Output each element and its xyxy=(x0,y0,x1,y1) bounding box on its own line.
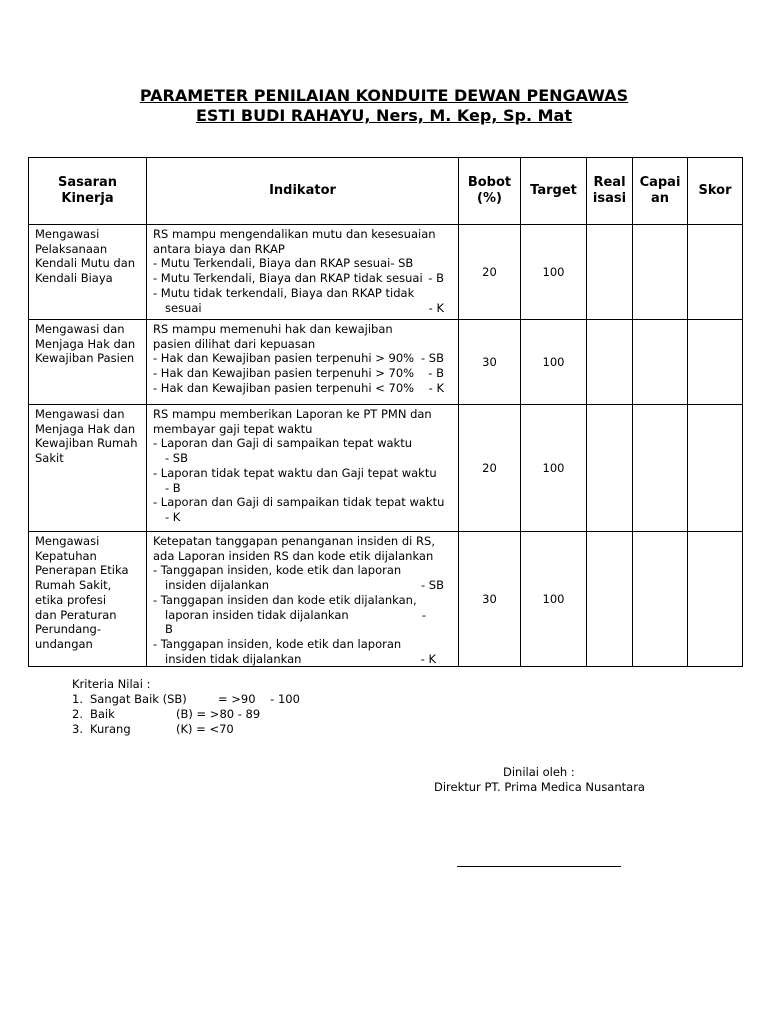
skor-cell[interactable] xyxy=(688,405,743,532)
bobot-cell: 20 xyxy=(459,405,521,532)
target-cell: 100 xyxy=(521,405,587,532)
capaian-cell[interactable] xyxy=(633,225,688,320)
header-target: Target xyxy=(521,158,587,225)
kriteria-item: 1. Sangat Baik (SB) = >90 - 100 xyxy=(72,692,300,706)
capaian-cell[interactable] xyxy=(633,532,688,667)
table-header-row xyxy=(29,158,743,225)
indikator-cell: RS mampu memenuhi hak dan kewajiban pasien dilihat dari kepuasan - Hak dan Kewajiban pasien terpenuhi > 90% - SB - Hak dan Kewajiban pasien terpenuhi > 70% - B - Hak dan Kewajiban pasien terpenuhi < 70% - K xyxy=(147,320,459,405)
sasaran-cell: Mengawasi Kepatuhan Penerapan Etika Rumah Sakit, etika profesi dan Peraturan Perundang- undangan xyxy=(29,532,147,667)
bobot-cell: 30 xyxy=(459,320,521,405)
kriteria-title: Kriteria Nilai : xyxy=(72,677,151,691)
header-bobot: Bobot (%) xyxy=(459,158,521,225)
table-row xyxy=(29,320,743,405)
table-row xyxy=(29,532,743,667)
realisasi-cell[interactable] xyxy=(587,532,633,667)
signature-line xyxy=(457,866,621,867)
header-capaian: Capai an xyxy=(633,158,688,225)
header-indikator: Indikator xyxy=(147,158,459,225)
parameter-table xyxy=(28,157,743,667)
realisasi-cell[interactable] xyxy=(587,225,633,320)
bobot-cell: 20 xyxy=(459,225,521,320)
indikator-cell: RS mampu memberikan Laporan ke PT PMN dan membayar gaji tepat waktu - Laporan dan Gaji di sampaikan tepat waktu - SB - Laporan tidak tepat waktu dan Gaji tepat waktu - B - Laporan dan Gaji di sampaikan tidak tepat waktu - K xyxy=(147,405,459,532)
indikator-cell: RS mampu mengendalikan mutu dan kesesuaian antara biaya dan RKAP - Mutu Terkendali, Biaya dan RKAP sesuai - SB - Mutu Terkendali, Biaya dan RKAP tidak sesuai - B - Mutu tidak terkendali, Biaya dan RKAP tidak sesuai - K xyxy=(147,225,459,320)
table-row xyxy=(29,405,743,532)
dinilai-oleh-label: Dinilai oleh : xyxy=(503,765,575,779)
target-cell: 100 xyxy=(521,320,587,405)
document-subtitle: ESTI BUDI RAHAYU, Ners, M. Kep, Sp. Mat xyxy=(196,106,572,125)
target-cell: 100 xyxy=(521,532,587,667)
capaian-cell[interactable] xyxy=(633,405,688,532)
target-cell: 100 xyxy=(521,225,587,320)
header-realisasi: Real isasi xyxy=(587,158,633,225)
direktur-label: Direktur PT. Prima Medica Nusantara xyxy=(434,780,645,794)
sasaran-cell: Mengawasi dan Menjaga Hak dan Kewajiban Rumah Sakit xyxy=(29,405,147,532)
table-row xyxy=(29,225,743,320)
kriteria-item: 2. Baik (B) = >80 - 89 xyxy=(72,707,261,721)
kriteria-item: 3. Kurang (K) = <70 xyxy=(72,722,234,736)
header-skor: Skor xyxy=(688,158,743,225)
document-title: PARAMETER PENILAIAN KONDUITE DEWAN PENGAWAS xyxy=(139,86,629,105)
realisasi-cell[interactable] xyxy=(587,320,633,405)
sasaran-cell: Mengawasi dan Menjaga Hak dan Kewajiban Pasien xyxy=(29,320,147,405)
bobot-cell: 30 xyxy=(459,532,521,667)
skor-cell[interactable] xyxy=(688,225,743,320)
sasaran-cell: Mengawasi Pelaksanaan Kendali Mutu dan Kendali Biaya xyxy=(29,225,147,320)
skor-cell[interactable] xyxy=(688,532,743,667)
indikator-cell: Ketepatan tanggapan penanganan insiden di RS, ada Laporan insiden RS dan kode etik dijalankan - Tanggapan insiden, kode etik dan laporan insiden dijalankan - SB - Tanggapan insiden dan kode etik dijalankan, laporan insiden tidak dijalankan - B - Tanggapan insiden, kode etik dan laporan insiden tidak dijalankan - K xyxy=(147,532,459,667)
capaian-cell[interactable] xyxy=(633,320,688,405)
skor-cell[interactable] xyxy=(688,320,743,405)
header-sasaran: Sasaran Kinerja xyxy=(29,158,147,225)
kriteria-nilai xyxy=(72,677,300,737)
realisasi-cell[interactable] xyxy=(587,405,633,532)
